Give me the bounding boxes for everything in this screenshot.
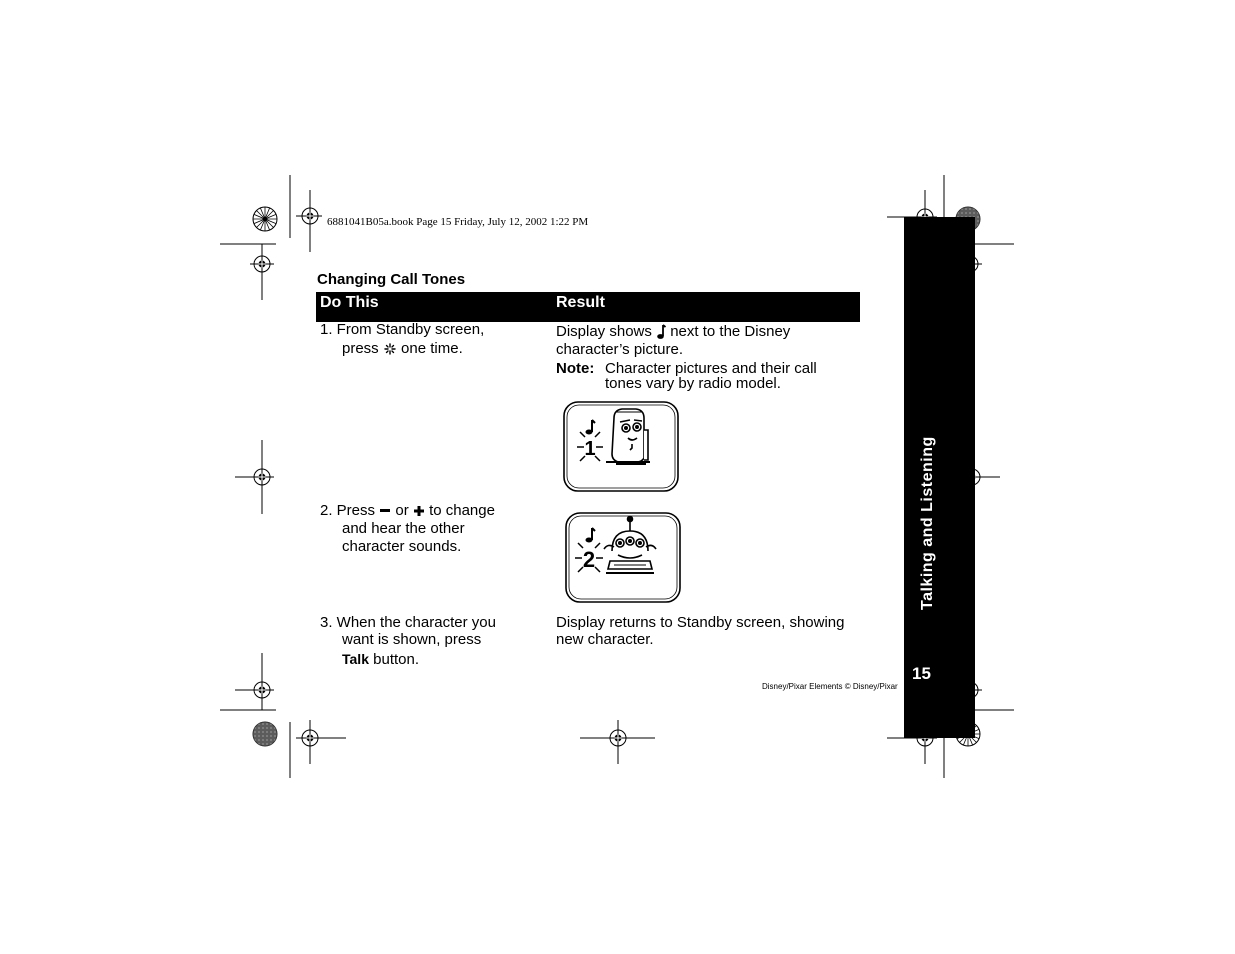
step-2-line-1: 2. Press or to change xyxy=(320,502,495,519)
step-1-line-1: 1. From Standby screen, xyxy=(320,321,485,338)
minus-key-icon xyxy=(379,505,391,517)
column-header-result: Result xyxy=(556,294,605,311)
table-header xyxy=(316,292,860,322)
result-3-line-1: Display returns to Standby screen, showing xyxy=(556,614,845,631)
note-line-2: tones vary by radio model. xyxy=(605,375,781,392)
section-title: Changing Call Tones xyxy=(317,271,466,288)
music-note-icon xyxy=(656,324,666,340)
screen-2-number: 2 xyxy=(582,547,596,572)
note-line-1: Character pictures and their call xyxy=(605,360,817,377)
book-info-header: 6881041B05a.book Page 15 Friday, July 12, 2002 1:22 PM xyxy=(327,216,589,228)
chapter-sidebar xyxy=(904,217,975,738)
talk-key-label: Talk xyxy=(342,651,369,667)
plus-key-icon xyxy=(413,505,425,517)
screen-1-number: 1 xyxy=(584,438,596,460)
step-3-line-3: Talk button. xyxy=(342,651,420,668)
menu-star-icon xyxy=(383,342,397,356)
result-1-line-2: character’s picture. xyxy=(556,341,684,358)
note-label: Note: xyxy=(556,360,595,377)
step-2-line-3: character sounds. xyxy=(342,538,462,555)
result-1-line-1: Display shows next to the Disney xyxy=(556,323,791,340)
step-1-line-2: press one time. xyxy=(342,340,463,357)
copyright-footer: Disney/Pixar Elements © Disney/Pixar xyxy=(762,682,898,691)
step-3-line-1: 3. When the character you xyxy=(320,614,496,631)
chapter-title: Talking and Listening xyxy=(919,436,936,610)
page-number: 15 xyxy=(912,664,931,683)
display-screen-1 xyxy=(562,400,680,493)
column-header-do-this: Do This xyxy=(320,294,379,311)
result-3-line-2: new character. xyxy=(556,631,654,648)
step-3-line-2: want is shown, press xyxy=(342,631,482,648)
step-2-line-2: and hear the other xyxy=(342,520,465,537)
display-screen-2 xyxy=(564,511,682,604)
